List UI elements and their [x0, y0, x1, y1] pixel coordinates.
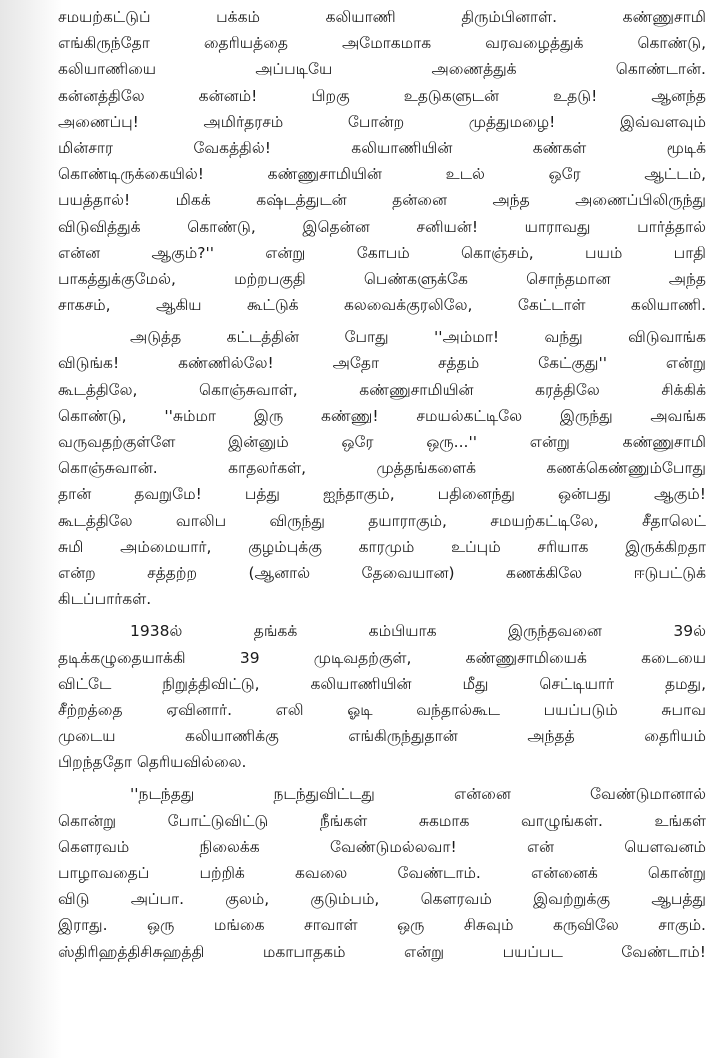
body-text: [58, 4, 706, 965]
text-line: விடு அப்பா. குலம், குடும்பம், கௌரவம் இவற்றுக்கு ஆபத்து: [58, 890, 706, 909]
text-line: சீற்றத்தை ஏவினார். எலி ஓடி வந்தால்கூட பயப்படும் சுபாவ: [58, 700, 706, 719]
text-line: எங்கிருந்தோ தைரியத்தை அமோகமாக வரவழைத்துக் கொண்டு,: [58, 34, 706, 53]
text-line: வருவதற்குள்ளே இன்னும் ஒரே ஒரு...'' என்று கண்ணுசாமி: [58, 433, 706, 451]
paragraph-1: [58, 4, 706, 318]
paragraph-2: [58, 324, 706, 612]
text-line: அடுத்த கட்டத்தின் போது ''அம்மா! வந்து விடுவாங்க: [130, 328, 706, 347]
text-line: 1938ல் தங்கக் கம்பியாக இருந்தவனை 39ல்: [130, 622, 706, 641]
text-line: கொன்று போட்டுவிட்டு நீங்கள் சுகமாக வாழுங்கள். உங்கள்: [58, 811, 706, 830]
text-line: விட்டே நிறுத்திவிட்டு, கலியாணியின் மீது செட்டியார் தமது,: [58, 674, 706, 693]
text-line: விடுவித்துக் கொண்டு, இதென்ன சனியன்! யாராவது பார்த்தால்: [58, 217, 706, 236]
paragraph-3: [58, 618, 706, 775]
text-line: அணைப்பு! அமிர்தரசம் போன்ற முத்துமழை! இவ்வளவும்: [58, 112, 706, 131]
text-line: விடுங்க! கண்ணில்லே! அதோ சத்தம் கேட்குது'' என்று: [58, 354, 706, 373]
text-line: சுமி அம்மையார், குழம்புக்கு காரமும் உப்பும் சரியாக இருக்கிறதா: [58, 537, 706, 556]
text-line: கூடத்திலே வாலிப விருந்து தயாராகும், சமயற்கட்டிலே, சீதாலெட்: [58, 511, 706, 530]
text-line: கலியாணியை அப்படியே அணைத்துக் கொண்டான்.: [58, 60, 706, 79]
text-line: கிடப்பார்கள்.: [58, 590, 152, 609]
text-line: இராது. ஒரு மங்கை சாவாள் ஒரு சிசுவும் கருவிலே சாகும்.: [58, 916, 706, 935]
text-line: கன்னத்திலே கன்னம்! பிறகு உதடுகளுடன் உதடு! ஆனந்த: [58, 86, 706, 105]
text-line: ஸ்திரிஹத்திசிசுஹத்தி மகாபாதகம் என்று பயப்பட வேண்டாம்!: [58, 942, 706, 961]
text-line: கௌரவம் நிலைக்க வேண்டுமல்லவா! என் யௌவனம்: [58, 837, 706, 856]
text-line: என்ன ஆகும்?'' என்று கோபம் கொஞ்சம், பயம் பாதி: [58, 243, 706, 262]
text-line: தான் தவறுமே! பத்து ஐந்தாகும், பதினைந்து ஒன்பது ஆகும்!: [58, 485, 706, 504]
text-line: பிறந்ததோ தெரியவில்லை.: [58, 753, 247, 772]
text-line: கொண்டிருக்கையில்! கண்ணுசாமியின் உடல் ஒரே ஆட்டம்,: [58, 165, 706, 184]
text-line: பாழாவதைப் பற்றிக் கவலை வேண்டாம். என்னைக் கொன்று: [58, 864, 706, 882]
text-line: பயத்தால்! மிகக் கஷ்டத்துடன் தன்னை அந்த அணைப்பிலிருந்து: [58, 191, 706, 210]
text-line: பாகத்துக்குமேல், மற்றபகுதி பெண்களுக்கே சொந்தமான அந்த: [58, 269, 706, 288]
text-line: கொண்டு, ''சும்மா இரு கண்ணு! சமயல்கட்டிலே இருந்து அவங்க: [58, 406, 706, 425]
text-line: தடிக்கழுதையாக்கி 39 முடிவதற்குள், கண்ணுசாமியைக் கடையை: [58, 648, 706, 667]
text-line: என்ற சத்தற்ற (ஆனால் தேவையான) கணக்கிலே ஈடுபட்டுக்: [58, 563, 706, 582]
text-line: ''நடந்தது நடந்துவிட்டது என்னை வேண்டுமானால்: [130, 785, 706, 804]
text-line: மின்சார வேகத்தில்! கலியாணியின் கண்கள் மூடிக்: [58, 138, 706, 157]
text-line: கொஞ்சுவான். காதலர்கள், முத்தங்களைக் கணக்கெண்ணும்போது: [58, 459, 706, 478]
text-line: முடைய கலியாணிக்கு எங்கிருந்துதான் அந்தத் தைரியம்: [58, 727, 706, 746]
text-line: கூடத்திலே, கொஞ்சுவாள், கண்ணுசாமியின் கரத்திலே சிக்கிக்: [58, 380, 706, 399]
text-line: சமயற்கட்டுப் பக்கம் கலியாணி திரும்பினாள். கண்ணுசாமி: [58, 8, 706, 26]
scan-gutter-shadow: [0, 0, 62, 1058]
text-line: சாகசம், ஆகிய கூட்டுக் கலவைக்குரலிலே, கேட்டாள் கலியாணி.: [58, 296, 706, 315]
paragraph-4: [58, 781, 706, 964]
